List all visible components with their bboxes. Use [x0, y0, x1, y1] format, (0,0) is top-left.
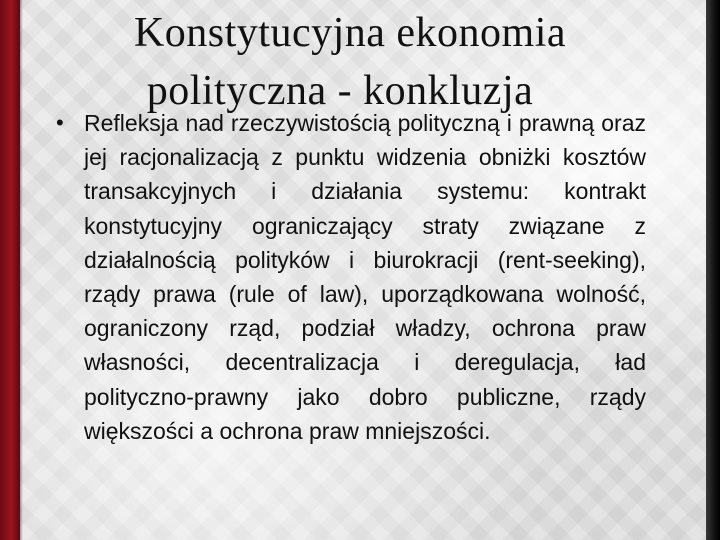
- right-edge-bar: [706, 0, 720, 540]
- title-line-2: polityczna - konkluzja: [146, 68, 534, 114]
- bullet-item: [56, 106, 646, 448]
- title-line-1: Konstytucyjna ekonomia: [133, 10, 567, 56]
- bullet-dot-icon: •: [56, 110, 64, 135]
- bullet-list: [56, 106, 646, 448]
- left-accent-bar: [0, 0, 20, 540]
- slide-title: [60, 4, 620, 120]
- bullet-text: Refleksja nad rzeczywistością polityczną i prawną oraz jej racjonalizacją z punktu widzenia obniżki kosztów transakcyjnych i działania systemu: kontrakt konstytucyjny ograniczający straty związane z działalnością polityków i biurokracji (rent-seeking), rządy prawa (rule of law), uporządkowana wolność, ograniczony rząd, podział władzy, ochrona praw własności, decentralizacja i deregulacja, ład polityczno-prawny jako dobro publiczne, rządy większości a ochrona praw mniejszości.: [84, 110, 646, 444]
